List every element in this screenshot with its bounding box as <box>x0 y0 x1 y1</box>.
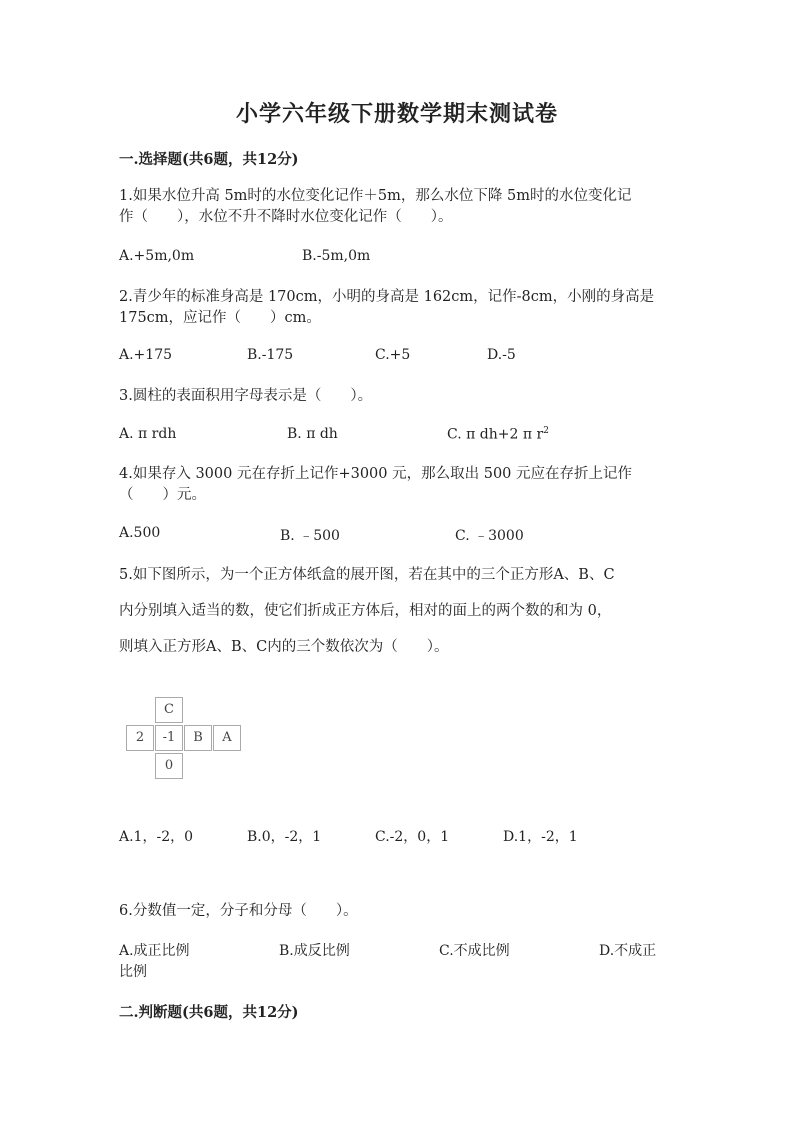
question-6-option-d: D.不成正 <box>599 943 657 959</box>
question-5-option-a: A.1，-2，0 <box>119 829 194 845</box>
question-3-option-c-text: C. π dh+2 π r <box>447 426 544 443</box>
question-6-option-b: B.成反比例 <box>279 943 350 959</box>
question-3-line-1: 3.圆柱的表面积用字母表示是（ ）。 <box>119 388 373 404</box>
section-heading-judgement: 二.判断题(共6题，共12分) <box>119 1004 299 1021</box>
question-3-option-a: A. π rdh <box>119 426 177 442</box>
question-6-option-d-wrap: 比例 <box>119 964 147 980</box>
net-cell-a: A <box>213 725 241 751</box>
question-4-option-b: B. ﹣500 <box>280 528 340 544</box>
question-4-option-a: A.500 <box>119 525 161 541</box>
superscript-two: 2 <box>543 426 549 436</box>
question-2-option-b: B.-175 <box>247 347 294 363</box>
net-cell-b: B <box>184 725 212 751</box>
question-5-line-3: 则填入正方形A、B、C内的三个数依次为（ ）。 <box>119 639 449 655</box>
question-3-option-b: B. π dh <box>287 426 338 442</box>
question-1-line-2: 作（ ），水位不升不降时水位变化记作（ ）。 <box>119 209 453 225</box>
net-cell-center: -1 <box>155 725 183 751</box>
net-cell-bottom: 0 <box>155 753 183 779</box>
question-5-line-2: 内分别填入适当的数，使它们折成正方体后，相对的面上的两个数的和为 0， <box>119 603 612 619</box>
question-1-option-b: B.-5m,0m <box>302 248 371 264</box>
question-2-option-a: A.+175 <box>119 347 173 363</box>
question-4-line-2: （ ）元。 <box>119 487 206 503</box>
question-2-line-1: 2.青少年的标准身高是 170cm，小明的身高是 162cm，记作-8cm，小刚的身高是 <box>119 289 655 305</box>
page-title: 小学六年级下册数学期末测试卷 <box>235 101 558 127</box>
question-6-option-a: A.成正比例 <box>119 943 190 959</box>
question-6-line-1: 6.分数值一定，分子和分母（ ）。 <box>119 903 358 919</box>
section-heading-choice: 一.选择题(共6题，共12分) <box>119 151 299 168</box>
question-6-option-c: C.不成比例 <box>439 943 510 959</box>
net-cell-top: C <box>155 697 183 723</box>
question-5-option-c: C.-2，0，1 <box>375 829 450 845</box>
question-1-option-a: A.+5m,0m <box>119 248 195 264</box>
question-5-line-1: 5.如下图所示，为一个正方体纸盒的展开图，若在其中的三个正方形A、B、C <box>119 567 615 583</box>
question-2-line-2: 175cm，应记作（ ）cm。 <box>119 310 321 326</box>
question-5-option-d: D.1，-2，1 <box>503 829 578 845</box>
question-2-option-d: D.-5 <box>487 347 516 363</box>
question-2-option-c: C.+5 <box>375 347 411 363</box>
cube-net-figure <box>126 697 242 779</box>
question-5-option-b: B.0，-2，1 <box>247 829 322 845</box>
question-1-line-1: 1.如果水位升高 5m时的水位变化记作＋5m，那么水位下降 5m时的水位变化记 <box>119 188 632 204</box>
question-4-option-c: C. ﹣3000 <box>455 528 524 544</box>
question-3-option-c <box>447 426 549 443</box>
question-4-line-1: 4.如果存入 3000 元在存折上记作+3000 元，那么取出 500 元应在存折上记作 <box>119 466 633 482</box>
net-cell-left: 2 <box>126 725 154 751</box>
